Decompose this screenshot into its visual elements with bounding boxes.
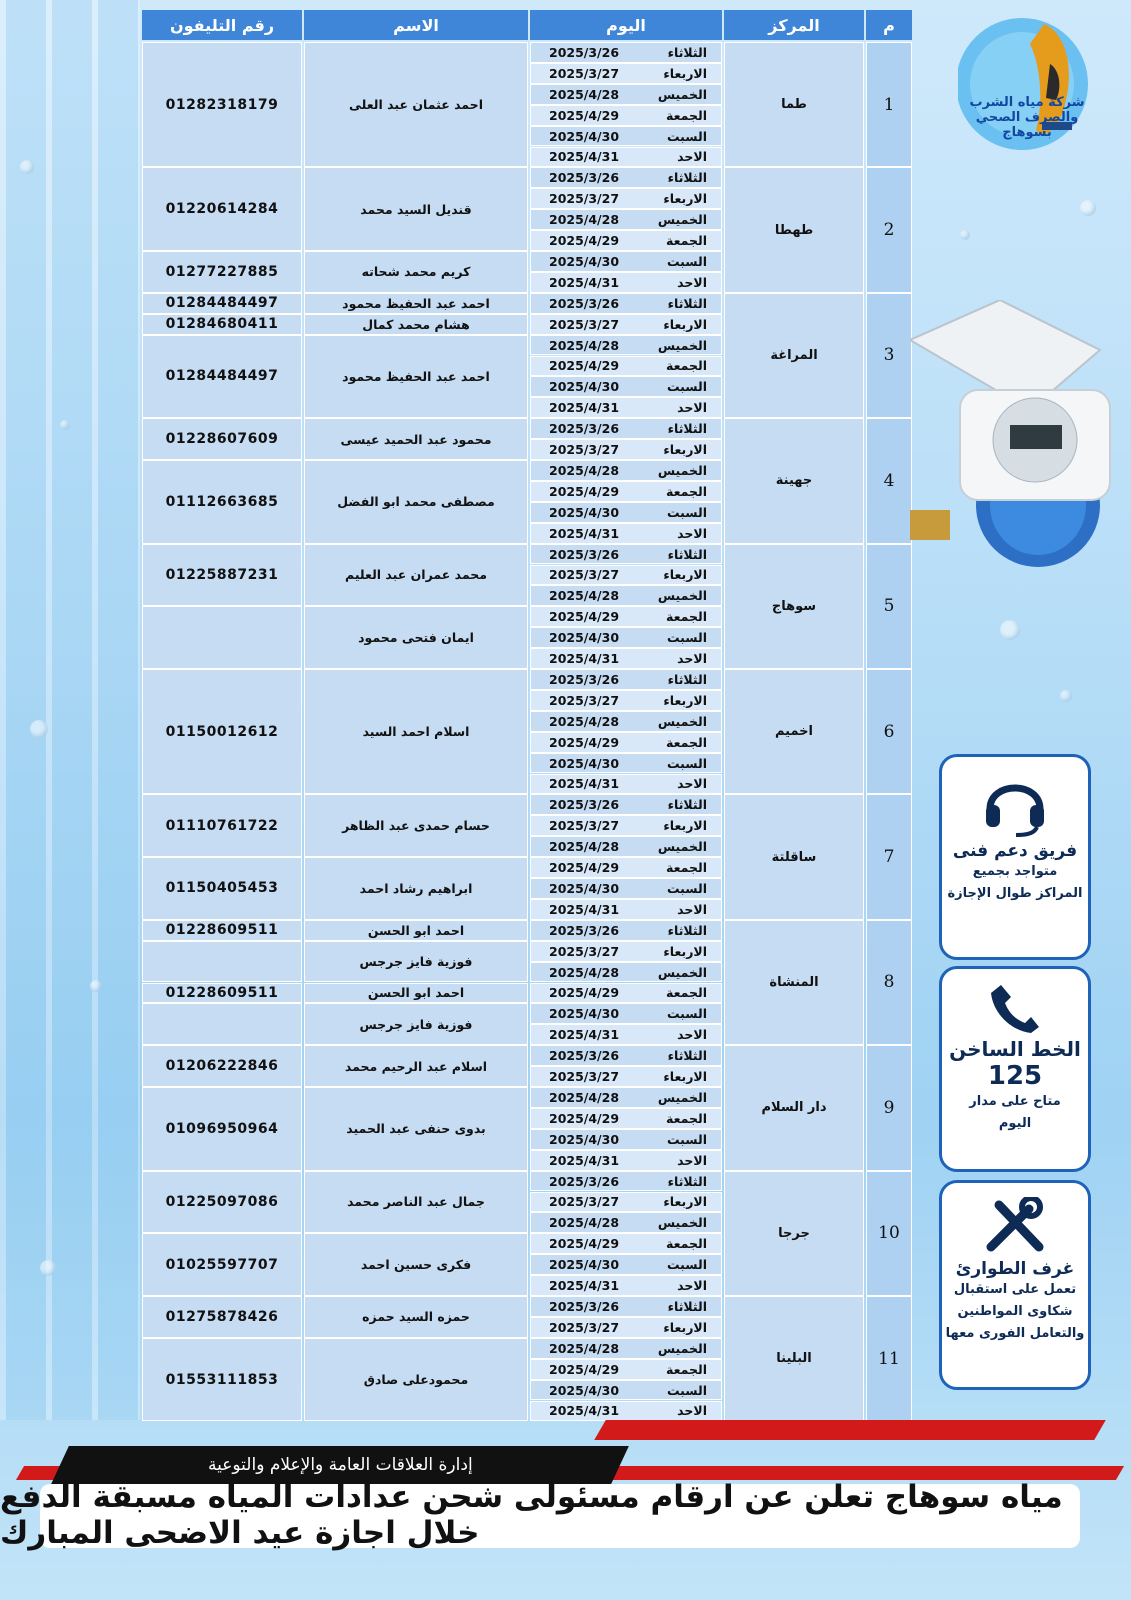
day-date: 2025/4/29	[549, 358, 620, 374]
day-cell	[530, 606, 722, 627]
day-name: الجمعة	[665, 1236, 707, 1252]
person-name: محمودعلى صادق	[304, 1338, 528, 1422]
person-name: اسلام احمد السيد	[304, 669, 528, 794]
day-cell	[530, 899, 722, 920]
day-cell	[530, 1401, 722, 1422]
row-number: 9	[866, 1045, 912, 1170]
day-cell	[530, 147, 722, 168]
day-date: 2025/4/29	[549, 1361, 620, 1377]
day-name: الاربعاء	[663, 191, 707, 207]
row-number: 10	[866, 1171, 912, 1296]
logo-line-1: شركة مياه الشرب	[969, 95, 1085, 110]
day-date: 2025/4/28	[549, 337, 620, 353]
day-name: الخميس	[657, 1089, 707, 1105]
day-cell	[530, 1192, 722, 1213]
emergency-line-3: والتعامل الفورى معها	[945, 1326, 1085, 1342]
day-date: 2025/4/28	[549, 86, 620, 102]
day-name: الجمعة	[665, 985, 707, 1001]
logo-line-2: والصرف الصحي بسوهاج	[975, 109, 1079, 140]
day-name: الاحد	[677, 1278, 707, 1294]
day-date: 2025/3/27	[549, 442, 620, 458]
day-cell	[530, 356, 722, 377]
day-cell	[530, 878, 722, 899]
day-name: الخميس	[657, 964, 707, 980]
day-cell	[530, 1317, 722, 1338]
day-date: 2025/4/30	[549, 1131, 620, 1147]
announcement-title: مياه سوهاج تعلن عن ارقام مسئولى شحن عدادات المياه مسبقة الدفع خلال اجازة عيد الاضحى المبارك	[0, 1476, 1131, 1554]
day-cell	[530, 753, 722, 774]
header-num: م	[866, 10, 912, 40]
person-name: بدوى حنفى عبد الحميد	[304, 1087, 528, 1171]
day-date: 2025/3/27	[549, 943, 620, 959]
hotline-box	[939, 966, 1091, 1172]
day-name: الثلاثاء	[667, 922, 707, 938]
person-phone: 01284484497	[142, 335, 302, 419]
day-date: 2025/3/26	[549, 671, 620, 687]
day-name: الاربعاء	[663, 316, 707, 332]
center-name: المنشاة	[724, 920, 864, 1045]
day-name: الجمعة	[665, 1361, 707, 1377]
day-cell	[530, 272, 722, 293]
day-name: الاربعاء	[663, 692, 707, 708]
day-cell	[530, 1045, 722, 1066]
day-cell	[530, 732, 722, 753]
day-cell	[530, 1003, 722, 1024]
hotline-line-1: متاح على مدار	[969, 1094, 1061, 1109]
day-cell	[530, 1171, 722, 1192]
day-date: 2025/3/27	[549, 1194, 620, 1210]
person-phone: 01150012612	[142, 669, 302, 794]
day-name: الاحد	[677, 1027, 707, 1043]
day-cell	[530, 42, 722, 63]
day-name: الجمعة	[665, 358, 707, 374]
day-name: الجمعة	[665, 860, 707, 876]
day-name: السبت	[666, 128, 707, 144]
person-name: ايمان فتحى محمود	[304, 606, 528, 669]
day-date: 2025/4/30	[549, 630, 620, 646]
day-date: 2025/4/29	[549, 860, 620, 876]
day-name: الجمعة	[665, 609, 707, 625]
person-phone: 01096950964	[142, 1087, 302, 1171]
day-date: 2025/3/26	[549, 1048, 620, 1064]
row-number: 3	[866, 293, 912, 418]
day-name: الثلاثاء	[667, 671, 707, 687]
department-label: إدارة العلاقات العامة والإعلام والتوعية	[51, 1446, 629, 1484]
day-date: 2025/4/28	[549, 964, 620, 980]
day-cell	[530, 1254, 722, 1275]
day-name: الاربعاء	[663, 1194, 707, 1210]
day-name: الخميس	[657, 1215, 707, 1231]
day-date: 2025/3/26	[549, 295, 620, 311]
row-number: 6	[866, 669, 912, 794]
emergency-title: غرف الطوارئ	[955, 1259, 1075, 1279]
day-cell	[530, 983, 722, 1004]
day-cell	[530, 1359, 722, 1380]
person-phone: 01277227885	[142, 251, 302, 293]
center-name: سوهاج	[724, 544, 864, 669]
day-cell	[530, 188, 722, 209]
person-name: فوزية فايز جرجس	[304, 941, 528, 983]
day-date: 2025/3/27	[549, 191, 620, 207]
day-name: الخميس	[657, 839, 707, 855]
day-date: 2025/4/31	[549, 1027, 620, 1043]
day-name: السبت	[666, 755, 707, 771]
day-name: الاحد	[677, 149, 707, 165]
day-date: 2025/3/26	[549, 421, 620, 437]
day-cell	[530, 794, 722, 815]
day-name: الاربعاء	[663, 65, 707, 81]
day-name: الثلاثاء	[667, 1048, 707, 1064]
day-date: 2025/3/26	[549, 797, 620, 813]
day-date: 2025/3/27	[549, 1319, 620, 1335]
day-cell	[530, 565, 722, 586]
person-phone: 01284680411	[142, 314, 302, 335]
day-date: 2025/4/30	[549, 1257, 620, 1273]
day-cell	[530, 209, 722, 230]
person-name: محمود عبد الحميد عيسى	[304, 418, 528, 460]
day-cell	[530, 857, 722, 878]
day-cell	[530, 63, 722, 84]
center-name: جهينة	[724, 418, 864, 543]
person-phone: 01228609511	[142, 983, 302, 1004]
day-cell	[530, 1108, 722, 1129]
day-cell	[530, 1338, 722, 1359]
day-name: الخميس	[657, 713, 707, 729]
day-name: الاحد	[677, 1403, 707, 1419]
day-date: 2025/4/31	[549, 525, 620, 541]
day-cell	[530, 523, 722, 544]
day-cell	[530, 1066, 722, 1087]
schedule-table	[142, 10, 916, 1442]
day-name: الاحد	[677, 274, 707, 290]
person-name: جمال عبد الناصر محمد	[304, 1171, 528, 1234]
person-phone	[142, 941, 302, 983]
day-cell	[530, 1275, 722, 1296]
support-box	[939, 754, 1091, 960]
day-cell	[530, 1212, 722, 1233]
person-phone: 01284484497	[142, 293, 302, 314]
day-name: الجمعة	[665, 107, 707, 123]
day-date: 2025/4/31	[549, 400, 620, 416]
day-name: السبت	[666, 1257, 707, 1273]
person-phone: 01225887231	[142, 544, 302, 607]
red-accent-bar	[594, 1420, 1106, 1440]
day-cell	[530, 815, 722, 836]
day-date: 2025/4/30	[549, 755, 620, 771]
day-date: 2025/4/29	[549, 734, 620, 750]
day-name: الاربعاء	[663, 567, 707, 583]
day-date: 2025/4/30	[549, 379, 620, 395]
day-name: الجمعة	[665, 1110, 707, 1126]
support-title: فريق دعم فنى	[952, 841, 1078, 861]
row-number: 7	[866, 794, 912, 919]
person-name: قنديل السيد محمد	[304, 167, 528, 251]
person-phone: 01110761722	[142, 794, 302, 857]
person-name: حسام حمدى عبد الظاهر	[304, 794, 528, 857]
day-name: الاربعاء	[663, 1069, 707, 1085]
day-date: 2025/4/30	[549, 1006, 620, 1022]
person-phone: 01025597707	[142, 1233, 302, 1296]
person-name: اسلام عبد الرحيم محمد	[304, 1045, 528, 1087]
center-name: ساقلتة	[724, 794, 864, 919]
day-date: 2025/4/30	[549, 128, 620, 144]
day-cell	[530, 439, 722, 460]
hotline-title: الخط الساخن	[949, 1037, 1081, 1061]
day-date: 2025/4/29	[549, 1110, 620, 1126]
day-cell	[530, 627, 722, 648]
day-name: الاحد	[677, 1152, 707, 1168]
day-name: الاحد	[677, 525, 707, 541]
day-cell	[530, 397, 722, 418]
day-cell	[530, 1233, 722, 1254]
day-name: الاحد	[677, 400, 707, 416]
emergency-line-1: تعمل على استقبال	[953, 1282, 1077, 1297]
day-name: الثلاثاء	[667, 546, 707, 562]
day-cell	[530, 105, 722, 126]
person-name: ابراهيم رشاد احمد	[304, 857, 528, 920]
day-date: 2025/4/29	[549, 1236, 620, 1252]
day-name: الاحد	[677, 776, 707, 792]
day-name: السبت	[666, 253, 707, 269]
support-line-1: متواجد بجميع	[972, 864, 1058, 879]
day-name: الاربعاء	[663, 943, 707, 959]
center-name: اخميم	[724, 669, 864, 794]
day-date: 2025/4/28	[549, 212, 620, 228]
day-date: 2025/3/27	[549, 567, 620, 583]
person-name: احمد ابو الحسن	[304, 983, 528, 1004]
day-date: 2025/4/31	[549, 1152, 620, 1168]
day-name: الجمعة	[665, 734, 707, 750]
day-cell	[530, 314, 722, 335]
person-phone: 01150405453	[142, 857, 302, 920]
person-name: محمد عمران عبد العليم	[304, 544, 528, 607]
header-phone: رقم التليفون	[142, 10, 302, 40]
day-date: 2025/4/31	[549, 776, 620, 792]
person-phone	[142, 1003, 302, 1045]
day-name: السبت	[666, 379, 707, 395]
center-name: البلينا	[724, 1296, 864, 1421]
day-name: الثلاثاء	[667, 295, 707, 311]
day-date: 2025/4/28	[549, 713, 620, 729]
person-name: كريم محمد شحاته	[304, 251, 528, 293]
day-date: 2025/4/31	[549, 1278, 620, 1294]
day-cell	[530, 690, 722, 711]
day-cell	[530, 1129, 722, 1150]
person-phone: 01553111853	[142, 1338, 302, 1422]
day-cell	[530, 251, 722, 272]
person-name: احمد عبد الحفيظ محمود	[304, 293, 528, 314]
day-name: الثلاثاء	[667, 797, 707, 813]
person-phone: 01225097086	[142, 1171, 302, 1234]
company-logo	[958, 4, 1092, 164]
person-name: مصطفى محمد ابو الفضل	[304, 460, 528, 544]
day-name: السبت	[666, 880, 707, 896]
center-name: طما	[724, 42, 864, 167]
header-name: الاسم	[304, 10, 528, 40]
day-name: الخميس	[657, 1340, 707, 1356]
day-date: 2025/4/30	[549, 253, 620, 269]
day-name: الاحد	[677, 651, 707, 667]
day-date: 2025/3/27	[549, 65, 620, 81]
day-cell	[530, 544, 722, 565]
day-cell	[530, 774, 722, 795]
day-date: 2025/3/27	[549, 818, 620, 834]
day-date: 2025/3/26	[549, 170, 620, 186]
day-cell	[530, 1296, 722, 1317]
day-date: 2025/3/27	[549, 316, 620, 332]
row-number: 8	[866, 920, 912, 1045]
day-name: الخميس	[657, 86, 707, 102]
day-cell	[530, 126, 722, 147]
person-phone: 01112663685	[142, 460, 302, 544]
day-name: الاربعاء	[663, 818, 707, 834]
row-number: 5	[866, 544, 912, 669]
day-cell	[530, 460, 722, 481]
day-date: 2025/3/26	[549, 922, 620, 938]
day-cell	[530, 711, 722, 732]
day-name: الخميس	[657, 588, 707, 604]
day-name: الثلاثاء	[667, 1173, 707, 1189]
day-date: 2025/4/28	[549, 588, 620, 604]
day-cell	[530, 502, 722, 523]
person-phone	[142, 606, 302, 669]
person-name: هشام محمد كمال	[304, 314, 528, 335]
day-date: 2025/3/26	[549, 44, 620, 60]
day-date: 2025/4/29	[549, 107, 620, 123]
day-cell	[530, 84, 722, 105]
center-name: دار السلام	[724, 1045, 864, 1170]
day-cell	[530, 1087, 722, 1108]
day-name: الخميس	[657, 462, 707, 478]
day-name: السبت	[666, 504, 707, 520]
day-date: 2025/3/26	[549, 546, 620, 562]
day-cell	[530, 648, 722, 669]
person-phone: 01228607609	[142, 418, 302, 460]
day-name: السبت	[666, 1382, 707, 1398]
row-number: 1	[866, 42, 912, 167]
day-cell	[530, 585, 722, 606]
day-date: 2025/3/26	[549, 1173, 620, 1189]
day-name: الخميس	[657, 337, 707, 353]
day-cell	[530, 1380, 722, 1401]
day-name: الجمعة	[665, 233, 707, 249]
emergency-box	[939, 1180, 1091, 1390]
person-name: فوزية فايز جرجس	[304, 1003, 528, 1045]
phone-icon	[942, 983, 1088, 1037]
center-name: جرجا	[724, 1171, 864, 1296]
row-number: 4	[866, 418, 912, 543]
day-date: 2025/4/29	[549, 233, 620, 249]
center-name: المراغة	[724, 293, 864, 418]
day-cell	[530, 293, 722, 314]
day-date: 2025/4/29	[549, 609, 620, 625]
row-number: 11	[866, 1296, 912, 1421]
day-date: 2025/3/26	[549, 1298, 620, 1314]
day-name: السبت	[666, 630, 707, 646]
day-name: الثلاثاء	[667, 421, 707, 437]
day-date: 2025/4/29	[549, 985, 620, 1001]
person-name: احمد عثمان عبد العلى	[304, 42, 528, 167]
day-name: الثلاثاء	[667, 1298, 707, 1314]
day-date: 2025/4/31	[549, 1403, 620, 1419]
day-name: الاحد	[677, 901, 707, 917]
day-cell	[530, 335, 722, 356]
person-phone: 01282318179	[142, 42, 302, 167]
hotline-number: 125	[987, 1061, 1043, 1091]
day-cell	[530, 1150, 722, 1171]
person-phone: 01206222846	[142, 1045, 302, 1087]
day-date: 2025/3/27	[549, 1069, 620, 1085]
hotline-line-2: اليوم	[998, 1116, 1032, 1132]
day-date: 2025/4/30	[549, 880, 620, 896]
day-name: الخميس	[657, 212, 707, 228]
day-date: 2025/4/31	[549, 274, 620, 290]
center-name: طهطا	[724, 167, 864, 292]
header-day: اليوم	[530, 10, 722, 40]
day-cell	[530, 920, 722, 941]
day-name: السبت	[666, 1006, 707, 1022]
day-cell	[530, 230, 722, 251]
person-name: احمد ابو الحسن	[304, 920, 528, 941]
person-name: حمزه السيد حمزه	[304, 1296, 528, 1338]
day-name: الاربعاء	[663, 1319, 707, 1335]
day-cell	[530, 376, 722, 397]
emergency-line-2: شكاوى المواطنين	[957, 1304, 1073, 1320]
day-date: 2025/4/30	[549, 504, 620, 520]
headset-icon	[942, 771, 1088, 841]
day-date: 2025/4/31	[549, 651, 620, 667]
day-date: 2025/4/30	[549, 1382, 620, 1398]
day-cell	[530, 167, 722, 188]
day-cell	[530, 418, 722, 439]
day-date: 2025/4/31	[549, 901, 620, 917]
day-name: السبت	[666, 1131, 707, 1147]
day-name: الثلاثاء	[667, 170, 707, 186]
support-line-2: المراكز طوال الإجازة	[947, 886, 1083, 902]
day-cell	[530, 669, 722, 690]
row-number: 2	[866, 167, 912, 292]
day-cell	[530, 962, 722, 983]
person-name: فكرى حسين احمد	[304, 1233, 528, 1296]
tools-icon	[942, 1197, 1088, 1259]
day-name: الاربعاء	[663, 442, 707, 458]
day-cell	[530, 481, 722, 502]
day-date: 2025/4/28	[549, 1089, 620, 1105]
water-meter-image	[910, 300, 1115, 570]
person-name: احمد عبد الحفيظ محمود	[304, 335, 528, 419]
day-date: 2025/4/28	[549, 1340, 620, 1356]
day-cell	[530, 941, 722, 962]
day-date: 2025/4/31	[549, 149, 620, 165]
person-phone: 01228609511	[142, 920, 302, 941]
person-phone: 01275878426	[142, 1296, 302, 1338]
day-cell	[530, 836, 722, 857]
day-name: الجمعة	[665, 483, 707, 499]
day-date: 2025/4/29	[549, 483, 620, 499]
header-center: المركز	[724, 10, 864, 40]
day-date: 2025/4/28	[549, 839, 620, 855]
day-date: 2025/3/27	[549, 692, 620, 708]
person-phone: 01220614284	[142, 167, 302, 251]
day-date: 2025/4/28	[549, 1215, 620, 1231]
day-cell	[530, 1024, 722, 1045]
day-date: 2025/4/28	[549, 462, 620, 478]
day-name: الثلاثاء	[667, 44, 707, 60]
background-water-strip	[0, 0, 140, 1420]
